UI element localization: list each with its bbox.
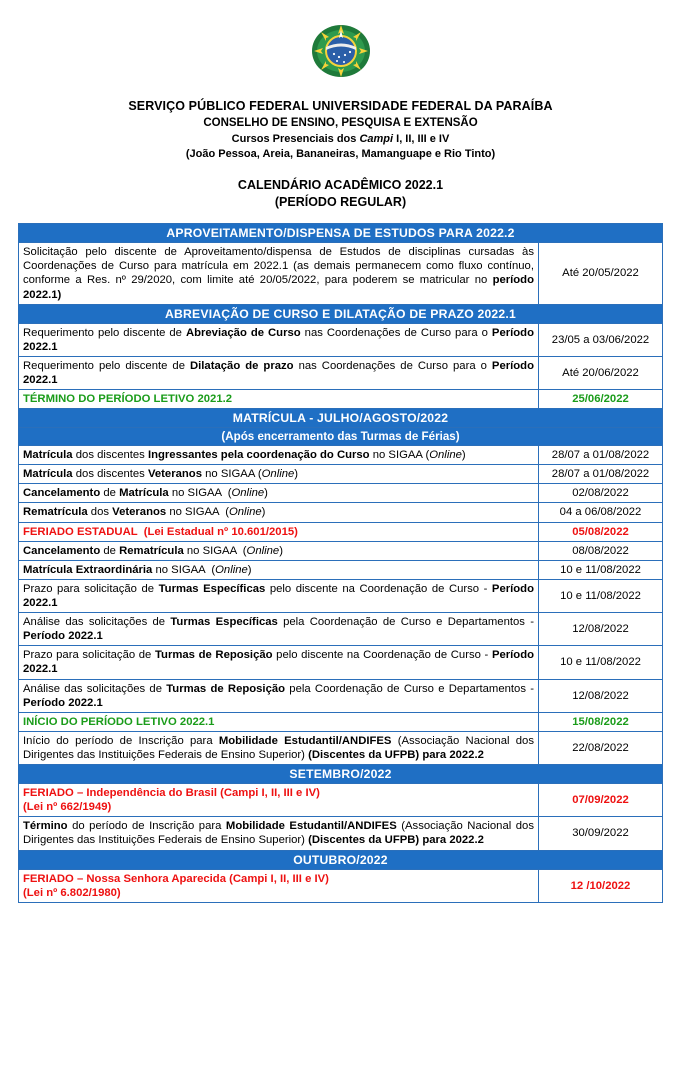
section-subheading-row xyxy=(19,428,663,446)
table-row xyxy=(19,446,663,465)
event-description: Matrícula dos discentes Ingressantes pela coordenação do Curso no SIGAA (Online) xyxy=(19,446,539,465)
table-row xyxy=(19,784,663,817)
calendar-table-body xyxy=(19,224,663,903)
section-heading: MATRÍCULA - JULHO/AGOSTO/2022 xyxy=(19,409,663,428)
event-date: 07/09/2022 xyxy=(538,784,662,817)
event-date: 30/09/2022 xyxy=(538,817,662,850)
table-row xyxy=(19,356,663,389)
section-heading: ABREVIAÇÃO DE CURSO E DILATAÇÃO DE PRAZO 2022.1 xyxy=(19,304,663,323)
event-description: Matrícula dos discentes Veteranos no SIGAA (Online) xyxy=(19,465,539,484)
event-date: 15/08/2022 xyxy=(538,712,662,731)
academic-calendar-table xyxy=(18,223,663,903)
header-line-3 xyxy=(18,132,663,148)
table-row xyxy=(19,522,663,541)
table-row xyxy=(19,817,663,850)
event-description: Requerimento pelo discente de Dilatação de prazo nas Coordenações de Curso para o Período 2022.1 xyxy=(19,356,539,389)
table-row xyxy=(19,731,663,764)
table-row xyxy=(19,323,663,356)
event-date: 28/07 a 01/08/2022 xyxy=(538,446,662,465)
event-description: Requerimento pelo discente de Abreviação de Curso nas Coordenações de Curso para o Período 2022.1 xyxy=(19,323,539,356)
event-description: Cancelamento de Rematrícula no SIGAA (Online) xyxy=(19,541,539,560)
event-description: FERIADO – Nossa Senhora Aparecida (Campi I, II, III e IV) (Lei nº 6.802/1980) xyxy=(19,869,539,902)
table-row xyxy=(19,243,663,304)
title-line-2: (PERÍODO REGULAR) xyxy=(274,195,407,210)
event-date: 02/08/2022 xyxy=(538,484,662,503)
event-date: 12/08/2022 xyxy=(538,679,662,712)
event-description: TÉRMINO DO PERÍODO LETIVO 2021.2 xyxy=(19,390,539,409)
document-title xyxy=(18,177,663,211)
event-date: 04 a 06/08/2022 xyxy=(538,503,662,522)
event-description: Solicitação pelo discente de Aproveitamento/dispensa de Estudos de disciplinas cursadas às Coordenações de Curso para matrícula em 2022.1 (as demais permanecem como fluxo contínuo, conforme a Res. nº 29/2020, com limite até 20/05/2022, para poderem se matricular no período 2022.1) xyxy=(19,243,539,304)
header-line-3-italic: Campi xyxy=(359,132,394,145)
event-description: Análise das solicitações de Turmas de Reposição pela Coordenação de Curso e Departamentos - Período 2022.1 xyxy=(19,679,539,712)
event-description: Rematrícula dos Veteranos no SIGAA (Online) xyxy=(19,503,539,522)
header-line-1: SERVIÇO PÚBLICO FEDERAL UNIVERSIDADE FEDERAL DA PARAÍBA xyxy=(128,99,553,113)
event-date: 23/05 a 03/06/2022 xyxy=(538,323,662,356)
institution-header xyxy=(18,98,663,163)
header-line-2: CONSELHO DE ENSINO, PESQUISA E EXTENSÃO xyxy=(203,116,478,129)
section-subheading: (Após encerramento das Turmas de Férias) xyxy=(19,428,663,446)
section-heading: OUTUBRO/2022 xyxy=(19,850,663,869)
table-row xyxy=(19,613,663,646)
event-description: Prazo para solicitação de Turmas Específicas pelo discente na Coordenação de Curso - Período 2022.1 xyxy=(19,579,539,612)
event-date: Até 20/05/2022 xyxy=(538,243,662,304)
event-description: Cancelamento de Matrícula no SIGAA (Online) xyxy=(19,484,539,503)
table-row xyxy=(19,679,663,712)
event-date: 10 e 11/08/2022 xyxy=(538,579,662,612)
event-date: 28/07 a 01/08/2022 xyxy=(538,465,662,484)
section-heading-row xyxy=(19,765,663,784)
event-date: Até 20/06/2022 xyxy=(538,356,662,389)
table-row xyxy=(19,541,663,560)
event-description: INÍCIO DO PERÍODO LETIVO 2022.1 xyxy=(19,712,539,731)
event-date: 10 e 11/08/2022 xyxy=(538,646,662,679)
header-line-3-suffix: I, II, III e IV xyxy=(393,132,450,145)
event-description: FERIADO ESTADUAL (Lei Estadual nº 10.601/2015) xyxy=(19,522,539,541)
event-date: 25/06/2022 xyxy=(538,390,662,409)
section-heading: SETEMBRO/2022 xyxy=(19,765,663,784)
event-date: 12/08/2022 xyxy=(538,613,662,646)
table-row xyxy=(19,560,663,579)
table-row xyxy=(19,465,663,484)
crest-container xyxy=(18,0,663,90)
event-description: FERIADO – Independência do Brasil (Campi I, II, III e IV) (Lei nº 662/1949) xyxy=(19,784,539,817)
section-heading-row xyxy=(19,850,663,869)
event-description: Início do período de Inscrição para Mobilidade Estudantil/ANDIFES (Associação Nacional dos Dirigentes das Instituições Federais de Ensino Superior) (Discentes da UFPB) para 2022.2 xyxy=(19,731,539,764)
section-heading-row xyxy=(19,304,663,323)
table-row xyxy=(19,390,663,409)
event-date: 22/08/2022 xyxy=(538,731,662,764)
section-heading-row xyxy=(19,224,663,243)
table-row xyxy=(19,646,663,679)
event-date: 08/08/2022 xyxy=(538,541,662,560)
event-date: 12 /10/2022 xyxy=(538,869,662,902)
header-line-3-prefix: Cursos Presenciais dos xyxy=(231,132,360,145)
table-row xyxy=(19,869,663,902)
event-date: 10 e 11/08/2022 xyxy=(538,560,662,579)
header-line-4: (João Pessoa, Areia, Bananeiras, Mamanguape e Rio Tinto) xyxy=(185,148,496,161)
table-row xyxy=(19,579,663,612)
event-date: 05/08/2022 xyxy=(538,522,662,541)
table-row xyxy=(19,712,663,731)
brasao-icon xyxy=(310,18,372,84)
section-heading: APROVEITAMENTO/DISPENSA DE ESTUDOS PARA 2022.2 xyxy=(19,224,663,243)
table-row xyxy=(19,503,663,522)
event-description: Término do período de Inscrição para Mobilidade Estudantil/ANDIFES (Associação Nacional dos Dirigentes das Instituições Federais de Ensino Superior) (Discentes da UFPB) para 2022.2 xyxy=(19,817,539,850)
table-row xyxy=(19,484,663,503)
event-description: Análise das solicitações de Turmas Específicas pela Coordenação de Curso e Departamentos - Período 2022.1 xyxy=(19,613,539,646)
event-description: Prazo para solicitação de Turmas de Reposição pelo discente na Coordenação de Curso - Período 2022.1 xyxy=(19,646,539,679)
title-line-1: CALENDÁRIO ACADÊMICO 2022.1 xyxy=(237,178,444,193)
section-heading-row xyxy=(19,409,663,428)
event-description: Matrícula Extraordinária no SIGAA (Online) xyxy=(19,560,539,579)
